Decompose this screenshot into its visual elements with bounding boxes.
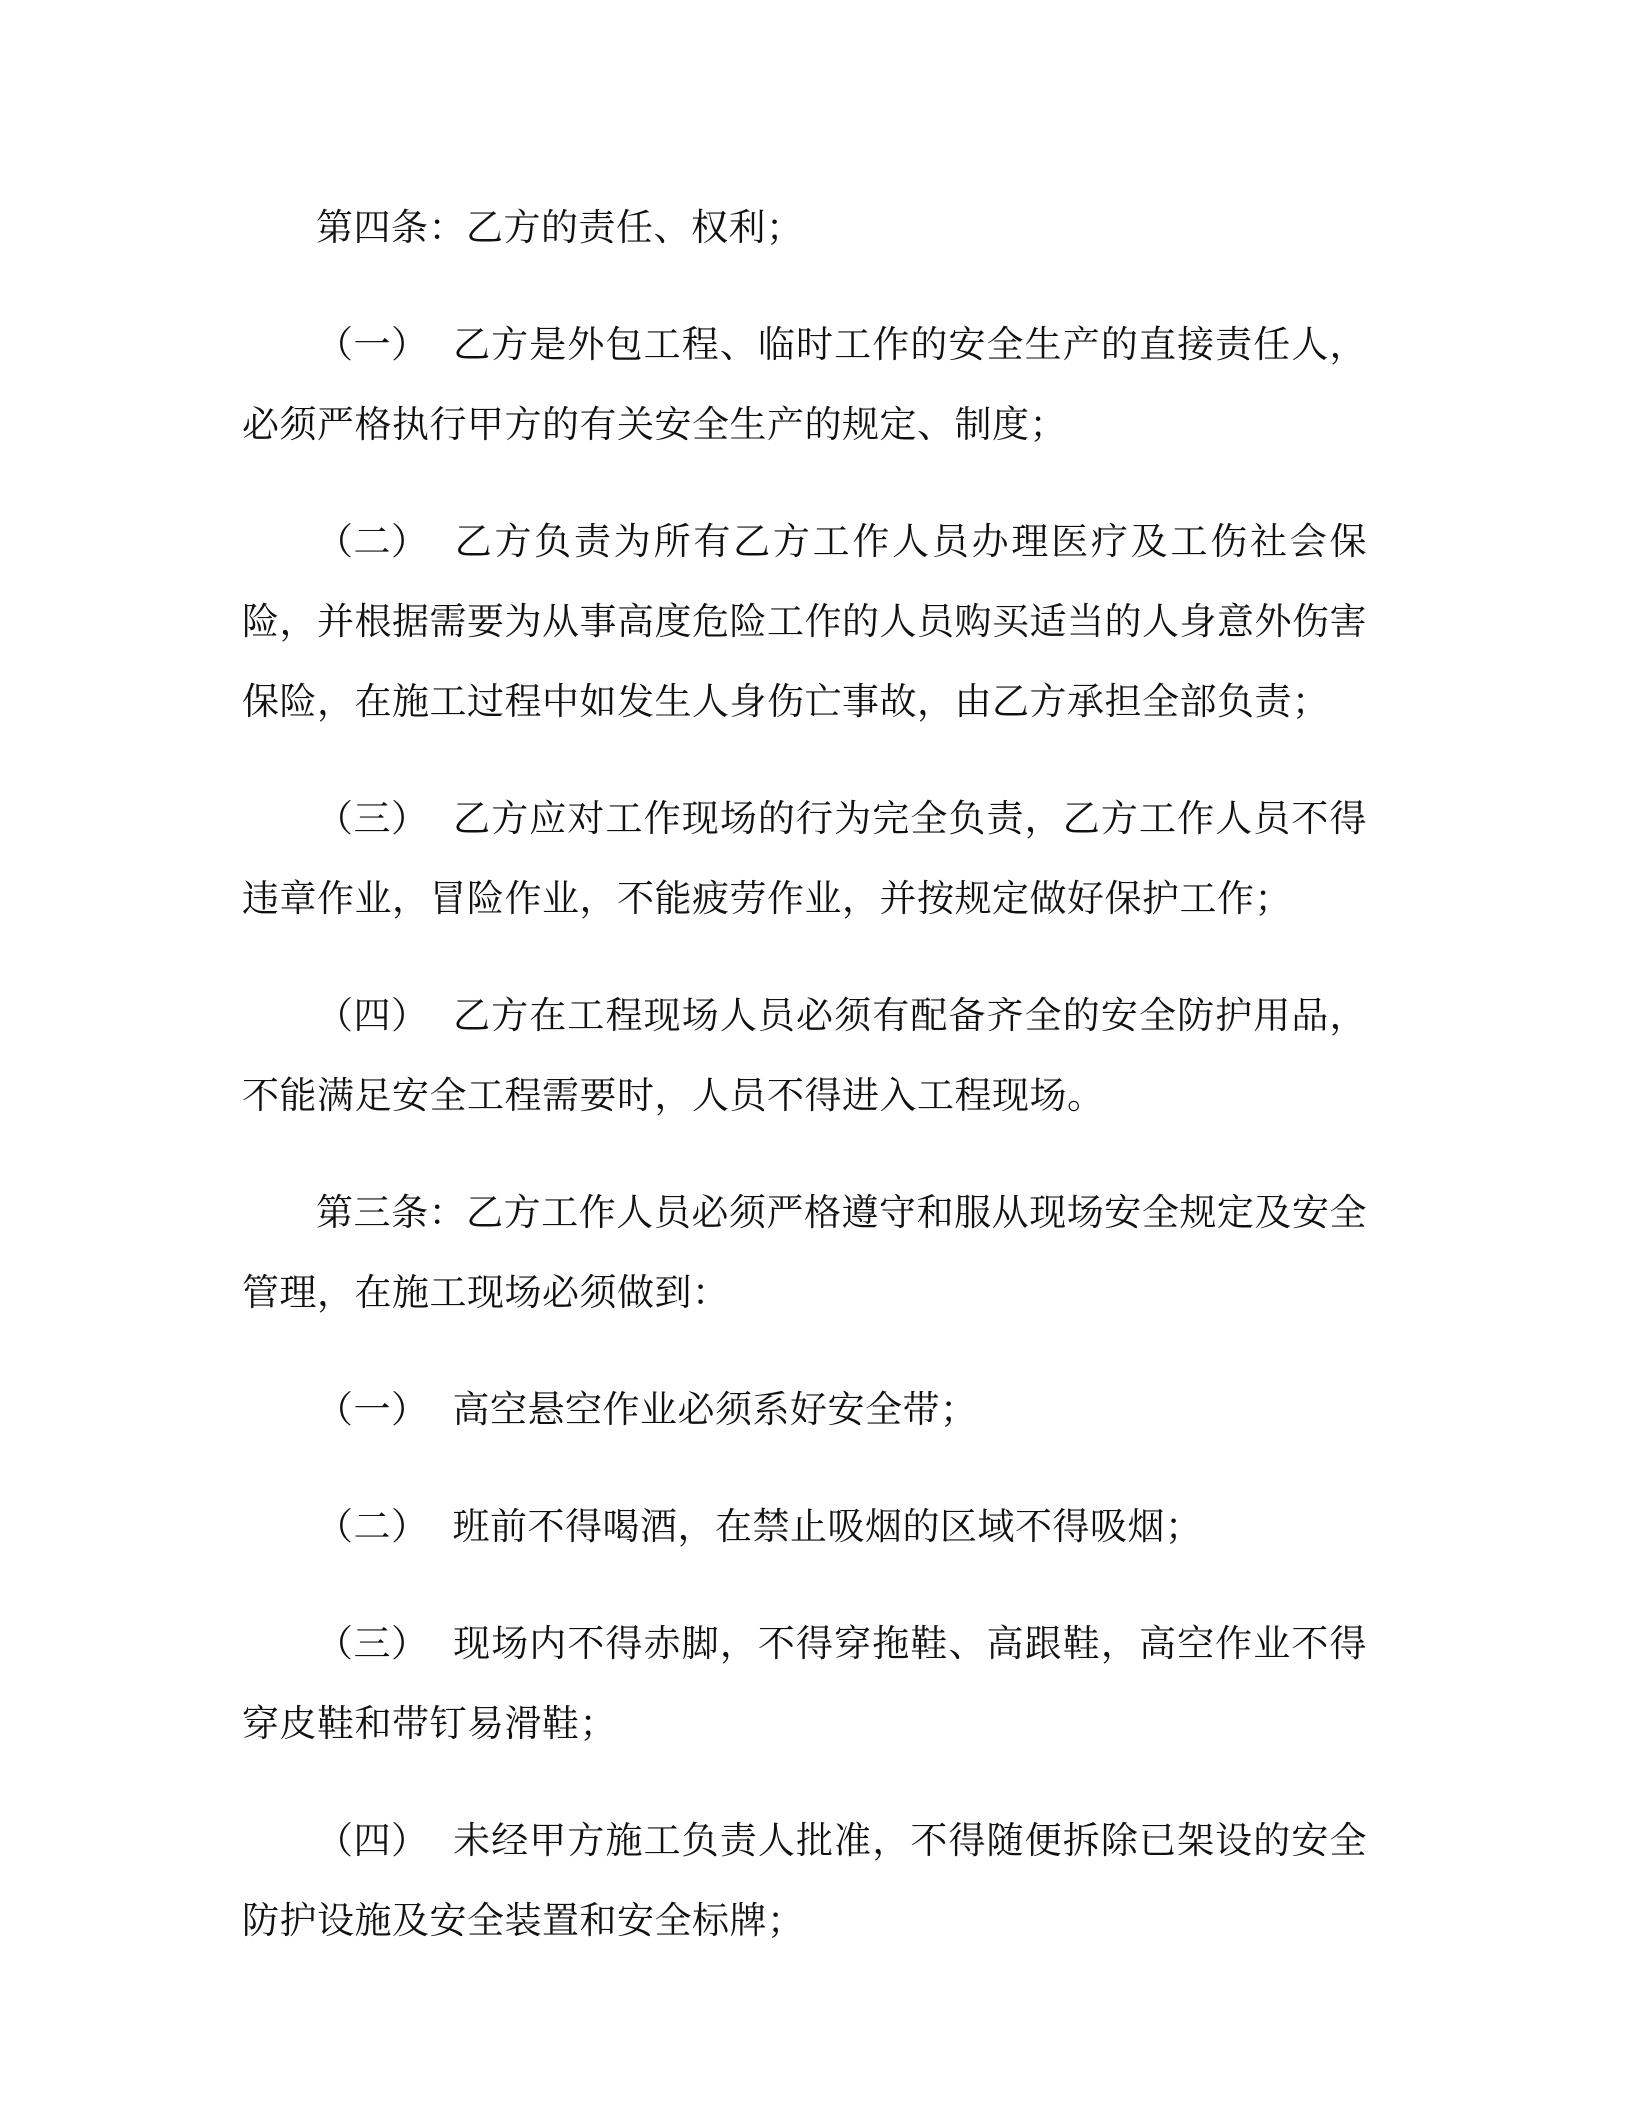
article-four-item-1: [242, 305, 1367, 465]
item-number: （二）: [316, 1505, 429, 1548]
article-four-item-2: [242, 502, 1367, 742]
item-number: （一）: [316, 323, 429, 366]
item-number: （三）: [316, 797, 429, 840]
article-three-item-3: [242, 1604, 1367, 1764]
item-number: （四）: [316, 994, 429, 1037]
item-text: 未经甲方施工负责人批准，不得随便拆除已架设的安全防护设施及安全装置和安全标牌；: [242, 1819, 1367, 1942]
item-text: 乙方在工程现场人员必须有配备齐全的安全防护用品，不能满足安全工程需要时，人员不得进入工程现场。: [242, 994, 1367, 1117]
item-number: （四）: [316, 1819, 429, 1862]
item-text: 乙方是外包工程、临时工作的安全生产的直接责任人，必须严格执行甲方的有关安全生产的规定、制度；: [242, 323, 1367, 446]
item-number: （二）: [316, 520, 429, 563]
item-number: （三）: [316, 1622, 429, 1665]
article-four-item-3: [242, 779, 1367, 939]
document-body: [242, 188, 1367, 1998]
article-three-heading: 第三条：乙方工作人员必须严格遵守和服从现场安全规定及安全管理，在施工现场必须做到：: [242, 1191, 1367, 1314]
item-text: 高空悬空作业必须系好安全带；: [452, 1388, 978, 1431]
article-three-item-2: [242, 1487, 1367, 1567]
item-number: （一）: [316, 1388, 429, 1431]
item-text: 班前不得喝酒，在禁止吸烟的区域不得吸烟；: [452, 1505, 1203, 1548]
article-three-item-1: [242, 1370, 1367, 1450]
item-text: 乙方应对工作现场的行为完全负责，乙方工作人员不得违章作业，冒险作业，不能疲劳作业，并按规定做好保护工作；: [242, 797, 1367, 920]
article-three-item-4: [242, 1801, 1367, 1961]
item-text: 现场内不得赤脚，不得穿拖鞋、高跟鞋，高空作业不得穿皮鞋和带钉易滑鞋；: [242, 1622, 1367, 1745]
article-four-item-4: [242, 976, 1367, 1136]
article-four-heading: 第四条：乙方的责任、权利；: [316, 206, 804, 249]
item-text: 乙方负责为所有乙方工作人员办理医疗及工伤社会保险，并根据需要为从事高度危险工作的人员购买适当的人身意外伤害保险，在施工过程中如发生人身伤亡事故，由乙方承担全部负责；: [242, 520, 1367, 723]
